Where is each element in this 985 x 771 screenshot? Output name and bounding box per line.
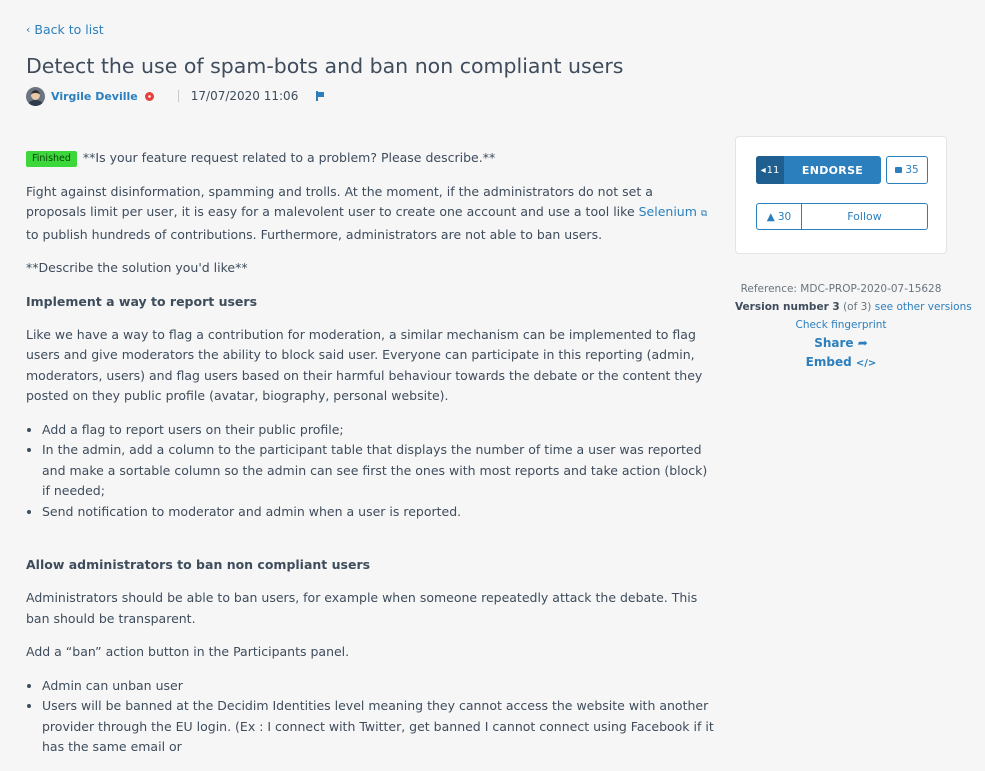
list-item: • Add a flag to report users on their public profile; bbox=[42, 420, 716, 441]
megaphone-icon: ◂ bbox=[760, 164, 766, 176]
proposal-body bbox=[26, 148, 716, 771]
heading-report-users: Implement a way to report users bbox=[26, 293, 258, 309]
bell-icon: ▲ bbox=[766, 210, 775, 223]
author-row bbox=[26, 86, 325, 106]
problem-text-b: to publish hundreds of contributions. Furthermore, administrators are not able to ban users. bbox=[26, 226, 603, 242]
followers-count bbox=[757, 204, 802, 229]
support-card bbox=[735, 136, 947, 254]
share-label: Share bbox=[814, 336, 854, 350]
ban-users-list bbox=[26, 676, 716, 758]
publish-date: 17/07/2020 11:06 bbox=[190, 89, 299, 103]
spacer bbox=[26, 535, 716, 555]
follow-label: Follow bbox=[847, 210, 882, 223]
see-other-versions-link[interactable]: see other versions bbox=[874, 301, 972, 313]
list-item: • Send notification to moderator and admin when a user is reported. bbox=[42, 502, 716, 523]
page-title: Detect the use of spam-bots and ban non compliant users bbox=[26, 54, 624, 78]
code-icon: </> bbox=[855, 358, 877, 369]
check-fingerprint-link[interactable]: Check fingerprint bbox=[795, 319, 887, 331]
problem-paragraph bbox=[26, 182, 716, 246]
comments-count: 35 bbox=[905, 164, 919, 176]
official-badge-icon bbox=[145, 92, 154, 101]
question-problem-text: **Is your feature request related to a problem? Please describe.** bbox=[82, 150, 496, 165]
report-users-list bbox=[26, 420, 716, 523]
list-item: • In the admin, add a column to the participant table that displays the number of time a user was reported and make a sortable column so the admin can see first the ones with most reports and take action (block) if needed; bbox=[42, 440, 716, 502]
reference: Reference: MDC-PROP-2020-07-15628 bbox=[740, 283, 942, 295]
follow-button[interactable] bbox=[756, 203, 928, 230]
comment-icon bbox=[895, 167, 902, 173]
avatar[interactable] bbox=[26, 87, 45, 106]
share-icon: ➦ bbox=[857, 336, 868, 350]
question-solution: **Describe the solution you'd like** bbox=[26, 260, 248, 275]
followers-count-value: 30 bbox=[777, 210, 792, 223]
embed-label: Embed bbox=[805, 355, 852, 369]
external-link-icon: ⧉ bbox=[700, 209, 708, 219]
problem-text-a: Fight against disinformation, spamming and trolls. At the moment, if the administrators do not set a proposals limit per user, it is easy for a malevolent user to create one account and use a tool like bbox=[26, 183, 653, 219]
back-to-list-label: Back to list bbox=[34, 22, 104, 37]
version-total: (of 3) bbox=[843, 301, 872, 313]
selenium-link[interactable]: Selenium bbox=[638, 204, 697, 219]
version-info bbox=[735, 298, 972, 316]
comments-button[interactable] bbox=[886, 156, 928, 184]
heading-ban-users: Allow administrators to ban non compliant users bbox=[26, 557, 371, 572]
chevron-left-icon: ‹ bbox=[26, 23, 31, 36]
share-link[interactable] bbox=[735, 334, 947, 353]
embed-link[interactable] bbox=[735, 353, 947, 373]
list-item: • Users will be banned at the Decidim Identities level meaning they cannot access the website with another provider through the EU login. (Ex : I connect with Twitter, get banned I cannot connect using Facebook if it has the same email or bbox=[42, 696, 716, 758]
endorse-label: ENDORSE bbox=[801, 163, 864, 177]
list-item: • Admin can unban user bbox=[42, 676, 716, 697]
back-to-list-link[interactable] bbox=[26, 22, 104, 37]
flag-icon[interactable] bbox=[316, 91, 325, 101]
author-name-link[interactable]: Virgile Deville bbox=[51, 89, 138, 103]
proposal-meta bbox=[735, 281, 972, 373]
status-badge: Finished bbox=[26, 151, 77, 167]
version-number: Version number 3 bbox=[735, 301, 840, 313]
question-problem bbox=[26, 148, 716, 169]
endorse-button[interactable] bbox=[756, 156, 881, 184]
endorse-count-value: 11 bbox=[766, 164, 780, 176]
ban-button-paragraph: Add a “ban” action button in the Participants panel. bbox=[26, 644, 350, 659]
report-users-paragraph: Like we have a way to flag a contribution for moderation, a similar mechanism can be implemented to flag users and give moderators the ability to block said user. Everyone can participate in this reporting (admin, moderators, users) and flag users based on their harmful behaviour towards the debate or the content they posted on they public profile (avatar, biography, personal website). bbox=[26, 326, 703, 403]
endorse-count bbox=[756, 156, 784, 184]
ban-users-paragraph: Administrators should be able to ban users, for example when someone repeatedly attack the debate. This ban should be transparent. bbox=[26, 590, 698, 626]
divider bbox=[178, 90, 179, 102]
